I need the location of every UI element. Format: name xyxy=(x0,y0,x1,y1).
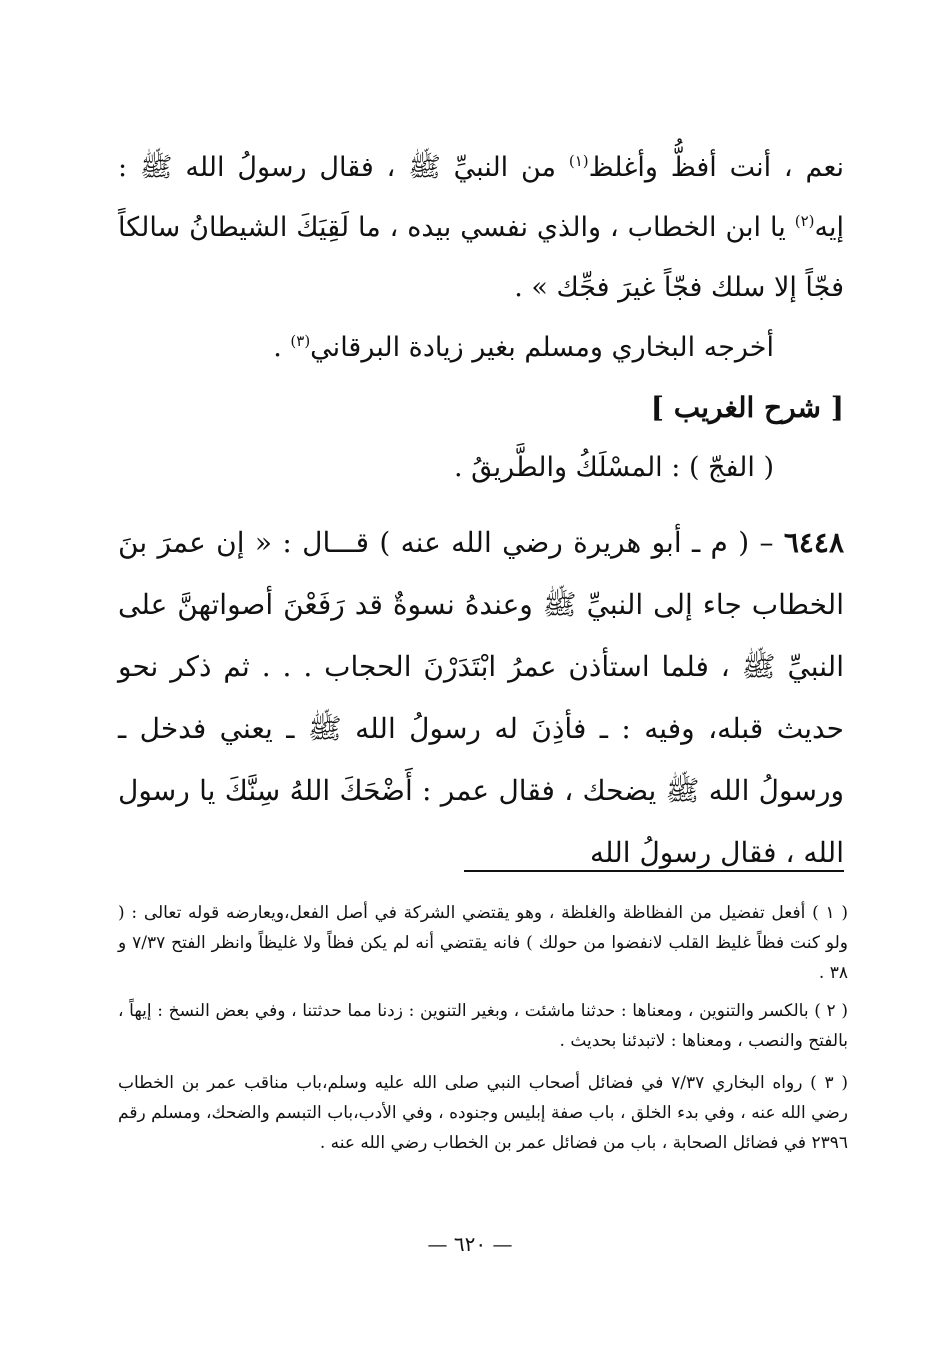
paragraph-1 xyxy=(118,138,844,318)
paragraph-2-end: . xyxy=(273,332,291,363)
main-text xyxy=(118,138,844,884)
footnote-2: ( ٢ ) بالكسر والتنوين ، ومعناها : حدثنا ماشئت ، وبغير التنوين : زدنا مما حدثتنا ، وفي بعض النسخ : إيهاً ، بالفتح والنصب ، ومعناها : لاتبدئنا بحديث . xyxy=(118,1001,848,1051)
footnote-ref-2: (٢) xyxy=(794,212,815,230)
footnote-divider xyxy=(464,870,844,872)
footnote-ref-1: (١) xyxy=(568,152,589,170)
footnote-1: ( ١ ) أفعل تفضيل من الفظاظة والغلظة ، وهو يقتضي الشركة في أصل الفعل،ويعارضه قوله تعالى : ( ولو كنت فظاً غليظ القلب لانفضوا من حولك ) فانه يقتضي أنه لم يكن فظاً ولا غليظاً وانظر الفتح ٧/٣٧ و ٣٨ . xyxy=(118,903,848,983)
page-number: — ٦٢٠ — xyxy=(427,1232,513,1256)
footnotes xyxy=(118,898,848,1170)
footnote-3: ( ٣ ) رواه البخاري ٧/٣٧ في فضائل أصحاب النبي صلى الله عليه وسلم،باب مناقب عمر بن الخطاب رضي الله عنه ، وفي بدء الخلق ، باب صفة إبليس وجنوده ، وفي الأدب،باب التبسم والضحك، ومسلم رقم ٢٣٩٦ في فضائل الصحابة ، باب من فضائل عمر بن الخطاب رضي الله عنه . xyxy=(118,1073,849,1153)
paragraph-2 xyxy=(118,318,844,378)
paragraph-1-text-b: من النبيِّ ﷺ ، فقال رسولُ الله ﷺ : إيه xyxy=(118,152,844,243)
hadith-paragraph xyxy=(118,512,844,884)
gloss-line: ( الفجّ ) : المسْلَكُ والطَّريقُ . xyxy=(453,452,774,483)
section-heading: [ شرح الغريب ] xyxy=(650,391,844,424)
hadith-text: – ( م ـ أبو هريرة رضي الله عنه ) قـــال : « إن عمرَ بنَ الخطاب جاء إلى النبيِّ ﷺ وعندهُ نسوةٌ قد رَفَعْنَ أصواتهنَّ على النبيِّ ﷺ ، فلما استأذن عمرُ ابْتَدَرْنَ الحجاب . . . ثم ذكر نحو حديث قبله، وفيه : ـ فأذِنَ له رسولُ الله ﷺ ـ يعني فدخل ـ ورسولُ الله ﷺ يضحك ، فقال عمر : أَضْحَكَ اللهُ سِنَّكَ يا رسول الله ، فقال رسولُ الله xyxy=(118,526,844,869)
footnote-ref-3: (٣) xyxy=(290,332,311,350)
paragraph-2-text: أخرجه البخاري ومسلم بغير زيادة البرقاني xyxy=(310,332,774,363)
hadith-number: ٦٤٤٨ xyxy=(783,526,844,559)
paragraph-1-text-a: نعم ، أنت أفظُّ وأغلظ xyxy=(588,152,844,183)
paragraph-1-text-c: يا ابن الخطاب ، والذي نفسي بيده ، ما لَقِيَكَ الشيطانُ سالكاً فجّاً إلا سلك فجّاً غيرَ فجِّك » . xyxy=(118,212,844,303)
